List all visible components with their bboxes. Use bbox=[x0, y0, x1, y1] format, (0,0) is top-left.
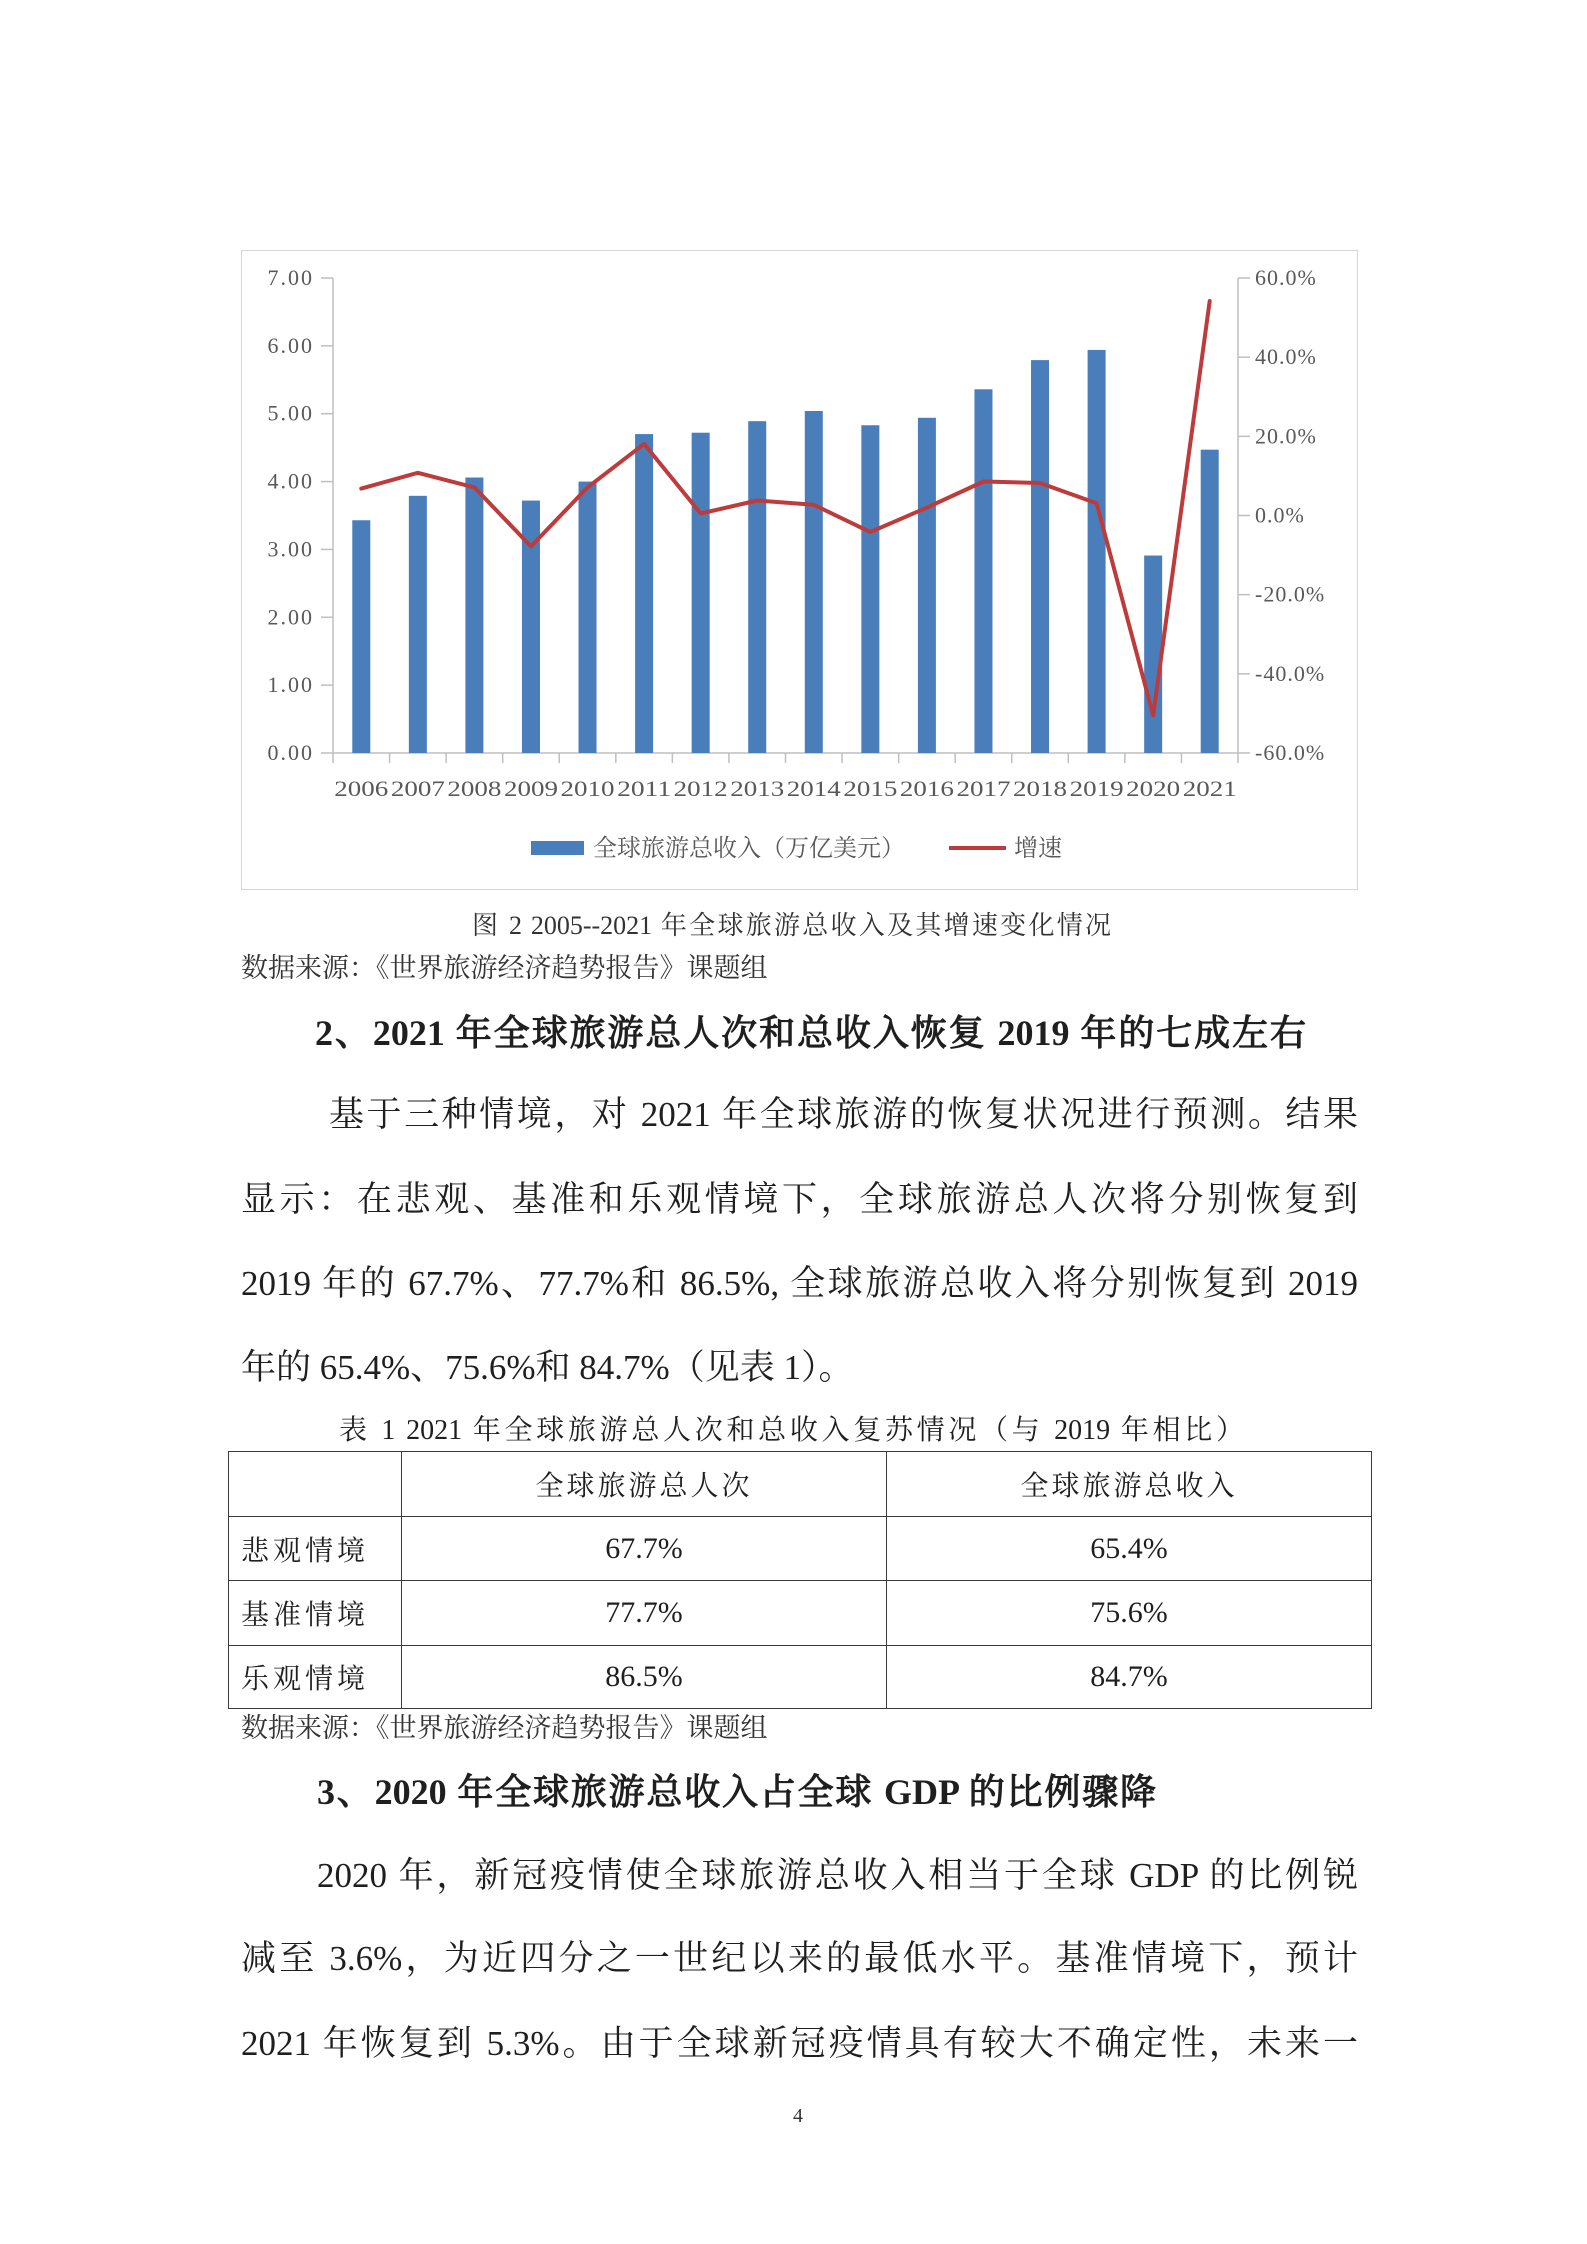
cell-value: 75.6% bbox=[887, 1581, 1372, 1646]
cell-value: 84.7% bbox=[887, 1646, 1372, 1709]
x-axis-year-label: 2007 bbox=[390, 775, 445, 801]
section-3-heading: 3、2020 年全球旅游总收入占全球 GDP 的比例骤降 bbox=[317, 1772, 1156, 1812]
table-source-note: 数据来源：《世界旅游经济趋势报告》课题组 bbox=[241, 1713, 768, 1743]
right-axis-tick-label: 0.0% bbox=[1254, 502, 1305, 527]
left-axis-tick-label: 0.00 bbox=[267, 739, 314, 765]
revenue-bar-2008 bbox=[465, 477, 483, 753]
revenue-bar-2016 bbox=[917, 417, 935, 752]
revenue-bar-2018 bbox=[1031, 360, 1049, 753]
row-header-baseline: 基准情境 bbox=[229, 1581, 402, 1646]
x-axis-year-label: 2009 bbox=[503, 775, 558, 801]
table-row bbox=[229, 1646, 1372, 1709]
left-axis-tick-label: 4.00 bbox=[267, 468, 314, 494]
x-axis-year-label: 2012 bbox=[673, 775, 728, 801]
revenue-bar-2015 bbox=[861, 425, 879, 753]
x-axis-year-label: 2011 bbox=[616, 775, 671, 801]
row-header-pessimistic: 悲观情境 bbox=[229, 1517, 402, 1581]
x-axis-year-label: 2016 bbox=[899, 775, 954, 801]
page-number: 4 bbox=[793, 2105, 803, 2127]
left-axis-tick-label: 3.00 bbox=[267, 535, 314, 561]
legend-revenue-label: 全球旅游总收入（万亿美元） bbox=[592, 835, 905, 862]
x-axis-year-label: 2017 bbox=[955, 775, 1010, 801]
section-2-heading: 2、2021 年全球旅游总人次和总收入恢复 2019 年的七成左右 bbox=[315, 1013, 1306, 1053]
table-row bbox=[229, 1517, 1372, 1581]
revenue-bar-2013 bbox=[748, 421, 766, 753]
revenue-bar-2021 bbox=[1200, 449, 1218, 752]
cell-value: 77.7% bbox=[402, 1581, 887, 1646]
column-header-total-visits: 全球旅游总人次 bbox=[402, 1452, 887, 1517]
section-3-paragraph-line: 2020 年，新冠疫情使全球旅游总收入相当于全球 GDP 的比例锐 bbox=[317, 1856, 1358, 1895]
right-axis-tick-label: -40.0% bbox=[1254, 660, 1325, 686]
x-axis-year-label: 2020 bbox=[1125, 775, 1180, 801]
left-axis-tick-label: 5.00 bbox=[267, 400, 314, 426]
left-axis-tick-label: 2.00 bbox=[267, 603, 314, 629]
cell-value: 86.5% bbox=[402, 1646, 887, 1709]
revenue-bar-2019 bbox=[1087, 349, 1105, 752]
legend-growth-label: 增速 bbox=[1013, 835, 1062, 862]
right-axis-tick-label: -60.0% bbox=[1254, 739, 1325, 765]
column-header-total-revenue: 全球旅游总收入 bbox=[887, 1452, 1372, 1517]
x-axis-year-label: 2019 bbox=[1069, 775, 1124, 801]
cell-value: 67.7% bbox=[402, 1517, 887, 1581]
revenue-bar-2020 bbox=[1144, 555, 1162, 752]
table-1 bbox=[228, 1451, 1372, 1709]
figure-caption: 图 2 2005--2021 年全球旅游总收入及其增速变化情况 bbox=[472, 911, 1111, 940]
x-axis-year-label: 2010 bbox=[560, 775, 615, 801]
table-1-title: 表 1 2021 年全球旅游总人次和总收入复苏情况（与 2019 年相比） bbox=[339, 1415, 1244, 1446]
section-2-paragraph-line: 2019 年的 67.7%、77.7%和 86.5%, 全球旅游总收入将分别恢复到 2019 bbox=[241, 1264, 1358, 1303]
x-axis-year-label: 2008 bbox=[446, 775, 501, 801]
section-2-paragraph-line: 基于三种情境，对 2021 年全球旅游的恢复状况进行预测。结果 bbox=[329, 1095, 1358, 1134]
x-axis-year-label: 2006 bbox=[333, 775, 388, 801]
x-axis-year-label: 2021 bbox=[1182, 775, 1237, 801]
section-3-paragraph-line: 2021 年恢复到 5.3%。由于全球新冠疫情具有较大不确定性，未来一 bbox=[241, 2024, 1358, 2063]
growth-rate-line bbox=[361, 301, 1209, 715]
left-axis-tick-label: 1.00 bbox=[267, 671, 314, 697]
revenue-bar-2010 bbox=[578, 481, 596, 752]
right-axis-tick-label: 40.0% bbox=[1254, 343, 1317, 369]
section-3-paragraph-line: 减至 3.6%，为近四分之一世纪以来的最低水平。基准情境下，预计 bbox=[241, 1939, 1358, 1978]
x-axis-year-label: 2013 bbox=[729, 775, 784, 801]
revenue-bar-2006 bbox=[352, 520, 370, 753]
right-axis-tick-label: 20.0% bbox=[1254, 422, 1317, 448]
row-header-optimistic: 乐观情境 bbox=[229, 1646, 402, 1709]
table-row bbox=[229, 1581, 1372, 1646]
chart-canvas bbox=[241, 250, 1358, 890]
revenue-bar-2014 bbox=[804, 411, 822, 753]
x-axis-year-label: 2015 bbox=[842, 775, 897, 801]
table-corner-cell bbox=[229, 1452, 402, 1517]
figure-2-chart bbox=[241, 250, 1358, 890]
revenue-bar-2011 bbox=[635, 434, 653, 753]
right-axis-tick-label: 60.0% bbox=[1254, 264, 1317, 290]
figure-source-note: 数据来源：《世界旅游经济趋势报告》课题组 bbox=[241, 953, 768, 983]
revenue-bar-2012 bbox=[691, 432, 709, 752]
table-header-row bbox=[229, 1452, 1372, 1517]
left-axis-tick-label: 6.00 bbox=[267, 332, 314, 358]
x-axis-year-label: 2018 bbox=[1012, 775, 1067, 801]
revenue-bar-2017 bbox=[974, 389, 992, 753]
section-2-paragraph-line: 年的 65.4%、75.6%和 84.7%（见表 1）。 bbox=[241, 1348, 854, 1387]
legend-revenue-swatch bbox=[531, 841, 584, 855]
revenue-bar-2007 bbox=[408, 495, 426, 752]
section-2-paragraph-line: 显示：在悲观、基准和乐观情境下，全球旅游总人次将分别恢复到 bbox=[241, 1180, 1358, 1219]
cell-value: 65.4% bbox=[887, 1517, 1372, 1581]
right-axis-tick-label: -20.0% bbox=[1254, 581, 1325, 607]
left-axis-tick-label: 7.00 bbox=[267, 264, 314, 290]
x-axis-year-label: 2014 bbox=[786, 775, 841, 801]
